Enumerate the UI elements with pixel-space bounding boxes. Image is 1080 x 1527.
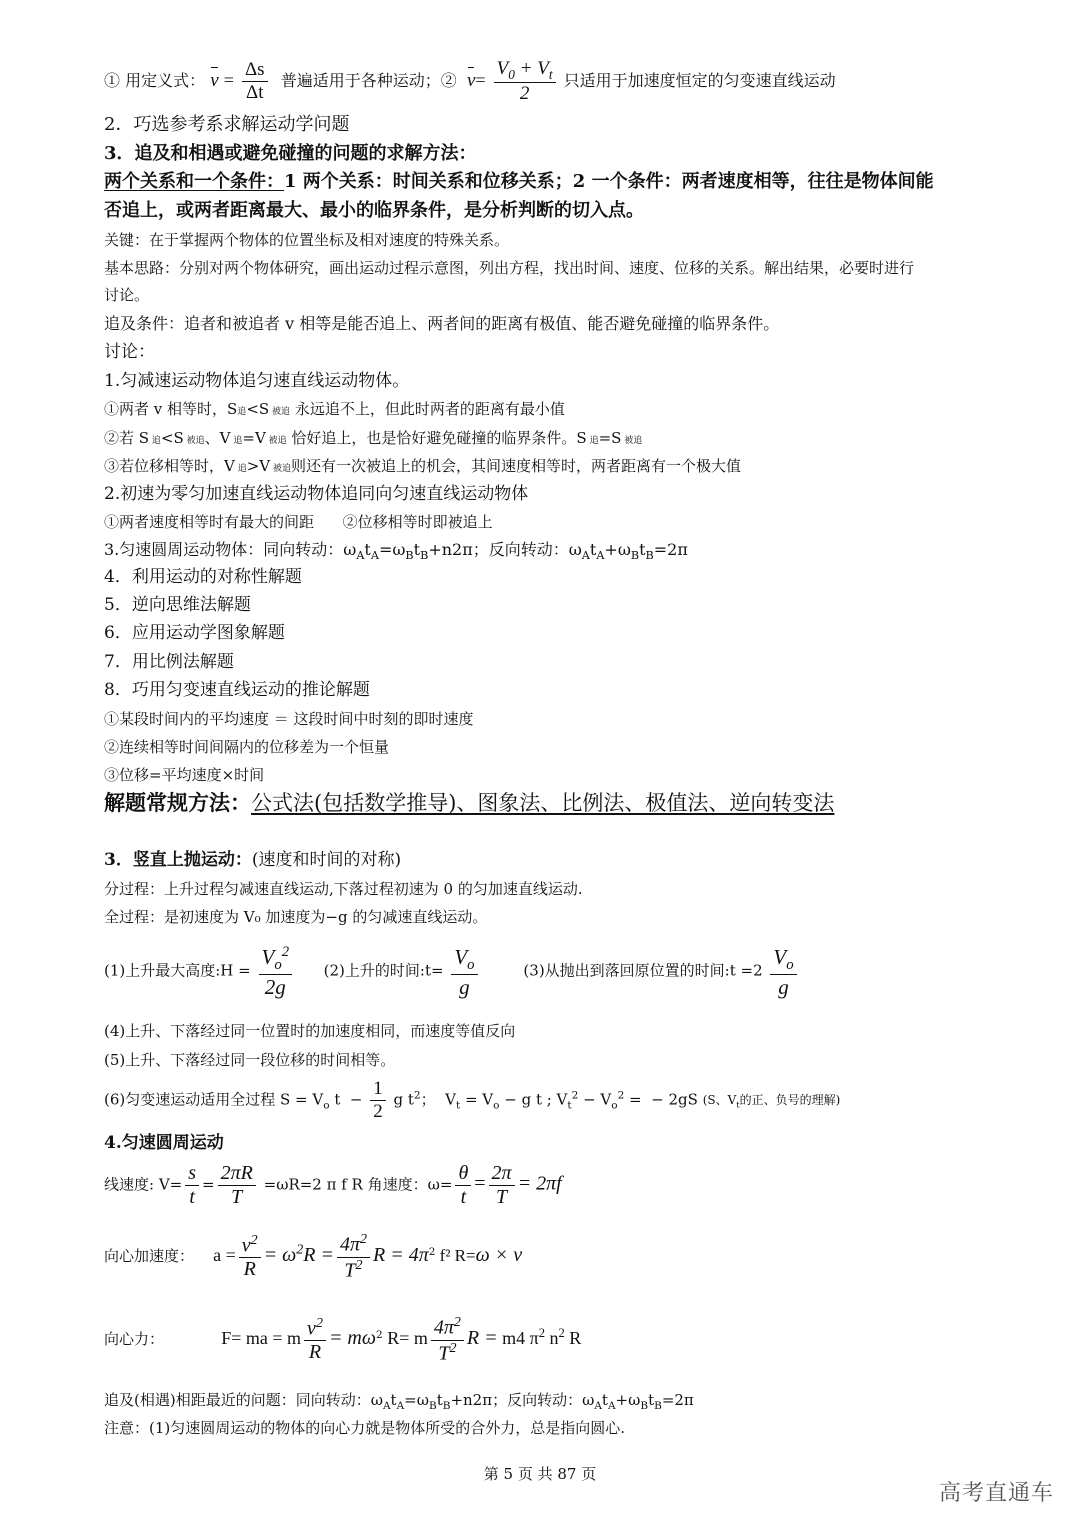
formula-2-label: (2)上升的时间:t= (323, 961, 444, 980)
common-methods-label: 解题常规方法： (104, 790, 251, 815)
linear-velocity-formula: 线速度: V= $\frac{s}{t}$ = $\frac{2\pi R}{T}$ =ωR=2 π f R 角速度：ω= $\frac{\theta}{t}$ = $\frac{2\pi}{T}$ = 2πf (104, 1162, 562, 1208)
discussion-1c: ③若位移相等时，V 追>V 被追则还有一次被追上的机会，其间速度相等时，两者距离有一个极大值 (104, 457, 742, 475)
chase-condition: 追及条件：追者和被追者 v 相等是能否追上、两者间的距离有极值、能否避免碰撞的临界条件。 (104, 314, 780, 333)
discussion-1b: ②若 S 追<S 被追、V 追=V 被追 恰好追上，也是恰好避免碰撞的临界条件。S 追=S 被追 (104, 429, 643, 447)
angular-velocity-label: =ωR=2 π f R 角速度：ω= (263, 1175, 453, 1194)
def-general: 普遍适用于各种运动；② (280, 70, 457, 90)
method-7: 7．用比例法解题 (104, 652, 234, 672)
key-point: 关键：在于掌握两个物体的位置坐标及相对速度的特殊关系。 (104, 231, 510, 249)
formula-3-label: (3)从抛出到落回原位置的时间:t =2 (523, 961, 763, 980)
discussion-1a: ①两者 v 相等时，S追<S 被追 永远追不上，但此时两者的距离有最小值 (104, 400, 565, 418)
discussion-2a: ①两者速度相等时有最大的间距 (104, 513, 315, 531)
h-fraction: $\frac{V_o^2}{2g}$ (259, 944, 293, 999)
property-5: (5)上升、下落经过同一段位移的时间相等。 (104, 1051, 396, 1069)
t-fraction: $\frac{V_o}{g}$ (451, 945, 477, 999)
watermark: 高考直通车 (938, 1481, 1054, 1506)
note-line: 注意：(1)匀速圆周运动的物体的向心力就是物体所受的合外力，总是指向圆心. (104, 1419, 626, 1437)
common-methods-list: 公式法(包括数学推导)、图象法、比例法、极值法、逆向转变法 (251, 791, 835, 815)
discussion-2: 2.初速为零匀加速直线运动物体追同向匀速直线运动物体 (104, 484, 529, 504)
item-3-heading: 3．追及和相遇或避免碰撞的问题的求解方法： (104, 143, 477, 164)
page-footer: 第 5 页 共 87 页 (483, 1465, 597, 1483)
common-methods (104, 790, 834, 816)
half-fraction: $\frac{1}{2}$ (370, 1078, 386, 1123)
def-label: ① 用定义式： (104, 70, 206, 90)
linear-velocity-label: 线速度: V= (104, 1175, 183, 1194)
condition-line-2: 否追上，或两者距离最大、最小的临界条件，是分析判断的切入点。 (104, 200, 644, 221)
centripetal-force-formula: 向心力： F= ma = m $\frac{v^2}{R}$ = $m\omega^2$ R= m $\frac{4\pi^2}{T^2}$ R = m4 $\pi^2$ $n^2$ R (104, 1315, 582, 1365)
discussion-2b: ②位移相等时即被追上 (342, 513, 493, 531)
nearest-distance-line: 追及(相遇)相距最近的问题：同向转动：$\omega_At_A=\omega_Bt_B+n2\pi$；反向转动：$\omega_At_A+\omega_Bt_B=2\pi$ (104, 1391, 694, 1412)
method-4: 4．利用运动的对称性解题 (104, 567, 302, 587)
circular-heading: 4.匀速圆周运动 (104, 1133, 224, 1153)
discussion-1: 1.匀减速运动物体追匀速直线运动物体。 (104, 371, 410, 391)
avg-velocity-line: ① 用定义式： v = $\frac{\Delta s}{\Delta t}$ 普遍适用于各种运动；② v= $\frac{V_0 + V_t}{2}$ 只适用于加速度恒定的匀变速直线运动 (104, 58, 836, 105)
basic-idea-1: 基本思路：分别对两个物体研究，画出运动过程示意图，列出方程，找出时间、速度、位移的关系。解出结果，必要时进行 (104, 259, 915, 277)
vertical-throw-heading: 3．竖直上抛运动：(速度和时间的对称) (104, 850, 402, 870)
condition-line-1: 两个关系和一个条件：1 两个关系：时间关系和位移关系；2 一个条件：两者速度相等，往往是物体间能 (104, 171, 934, 192)
centripetal-acceleration-label: 向心加速度： (104, 1247, 195, 1266)
discussion-2-parts (104, 513, 493, 531)
method-5: 5．逆向思维法解题 (104, 595, 251, 615)
v0-vt-fraction: $\frac{V_0 + V_t}{2}$ (494, 58, 556, 105)
formula-1-label: (1)上升最大高度:H = (104, 961, 251, 980)
vertical-throw-parts: 分过程：上升过程匀减速直线运动,下落过程初速为 0 的匀加速直线运动. (104, 880, 583, 898)
discussion-3: 3.匀速圆周运动物体：同向转动：$\omega_At_A=\omega_Bt_B+n2\pi$；反向转动：$\omega_At_A+\omega_Bt_B=2\pi$ (104, 540, 688, 563)
method-6: 6．应用运动学图象解题 (104, 623, 285, 643)
method-8: 8．巧用匀变速直线运动的推论解题 (104, 680, 370, 700)
ds-dt-fraction: $\frac{\Delta s}{\Delta t}$ (242, 59, 268, 104)
discussion-label: 讨论： (104, 342, 155, 362)
centripetal-acceleration-formula: 向心加速度： a = $\frac{v^2}{R}$ = $\omega^2R$ = $\frac{4\pi^2}{T^2}$ $R = 4\pi^2$ f² R=ω × v (104, 1232, 523, 1282)
v-bar-symbol: v (210, 69, 219, 91)
basic-idea-2: 讨论。 (104, 286, 150, 304)
condition-text: 1 两个关系：时间关系和位移关系；2 一个条件：两者速度相等，往往是物体间能 (284, 171, 934, 192)
property-6: (6)匀变速运动适用全过程 $S = V_o$ t − $\frac{1}{2}$ g $t^2$； $V_t = V_o - g$ t ; $V_t^2 - V_o^2$ = − 2gS (S、$V_t$的正、负号的理解) (104, 1078, 841, 1122)
centripetal-force-label: 向心力： (104, 1330, 165, 1349)
t2-fraction: $\frac{V_o}{g}$ (770, 945, 796, 999)
vertical-throw-whole: 全过程：是初速度为 V₀ 加速度为−g 的匀减速直线运动。 (104, 908, 488, 926)
property-4: (4)上升、下落经过同一位置时的加速度相同，而速度等值反向 (104, 1022, 516, 1040)
method-8c: ③位移=平均速度×时间 (104, 766, 265, 784)
method-8b: ②连续相等时间间隔内的位移差为一个恒量 (104, 738, 390, 756)
def-uniform: 只适用于加速度恒定的匀变速直线运动 (563, 70, 836, 90)
item-2: 2．巧选参考系求解运动学问题 (104, 114, 350, 135)
vertical-formulas (104, 944, 800, 999)
method-8a: ①某段时间内的平均速度 ＝ 这段时间中时刻的即时速度 (104, 710, 474, 728)
